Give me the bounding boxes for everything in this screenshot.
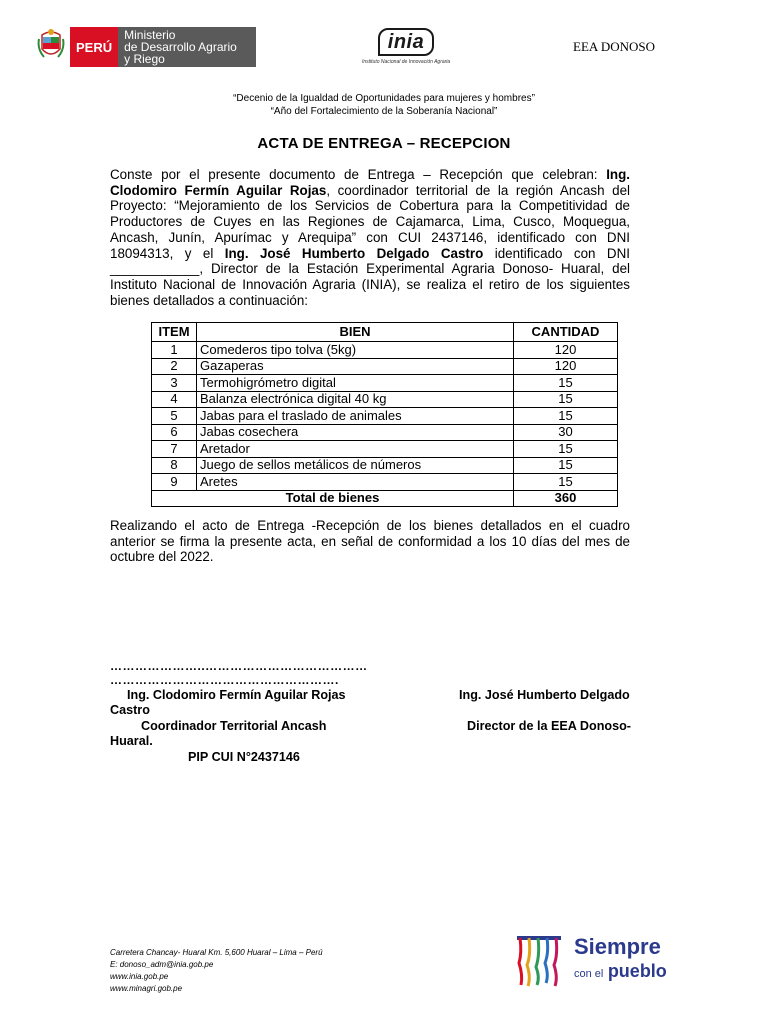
director-role-continued: Huaral. [110, 734, 153, 748]
document-title: ACTA DE ENTREGA – RECEPCION [257, 135, 511, 152]
footer-link-inia[interactable]: www.inia.gob.pe [110, 972, 169, 981]
director-name-continued: Castro [110, 703, 150, 717]
closing-paragraph: Realizando el acto de Entrega -Recepción de los bienes detallados en el cuadro anterior se firma la presente acta, en señal de conformidad a los 10 días del mes de octubre del 2022. [110, 518, 630, 565]
slogan-line2: con el pueblo [574, 961, 667, 981]
signature-line: ………………………………………………. [110, 673, 339, 687]
coat-of-arms-icon [36, 27, 66, 67]
total-label: Total de bienes [152, 490, 514, 507]
table-row: 5 Jabas para el traslado de animales 15 [152, 408, 618, 425]
footer-email: E: donoso_adm@inia.gob.pe [110, 960, 214, 969]
table-row: 6 Jabas cosechera 30 [152, 424, 618, 441]
intro-paragraph: Conste por el presente documento de Entrega – Recepción que celebran: Ing. Clodomiro Fermín Aguilar Rojas, coordinador territorial de la región Ancash del Proyecto: “Mejoramiento de los Servicios de Cobertura para la Competitividad de Productores de Cuyes en las Regiones de Cajamarca, Lima, Cusco, Moquegua, Ancash, Junín, Apurímac y Arequipa” con CUI 2437146, identificado con DNI 18094313, y el Ing. José Humberto Delgado Castro identificado con DNI ____________, Director de la Estación Experimental Agraria Donoso- Huaral, del Instituto Nacional de Innovación Agraria (INIA), se realiza el retiro de los siguientes bienes detallados a continuación: [110, 167, 630, 308]
signature-line: …………………..………………………………… [110, 659, 368, 673]
eea-label: EEA DONOSO [573, 39, 655, 54]
total-value: 360 [514, 490, 618, 507]
siempre-con-el-pueblo-logo [516, 933, 686, 989]
col-header-item: ITEM [152, 323, 197, 342]
ribbons-icon [516, 933, 572, 989]
peru-label: PERÚ [70, 27, 118, 67]
footer-address: Carretera Chancay- Huaral Km. 5,600 Huaral – Lima – Perú [110, 948, 323, 957]
name-coordinator: Ing. Clodomiro Fermín Aguilar Rojas [110, 167, 630, 198]
director-role: Director de la EEA Donoso- [467, 719, 631, 733]
inia-logo-mark: inia [378, 28, 434, 56]
table-row: 1 Comederos tipo tolva (5kg) 120 [152, 342, 618, 359]
year-line: “Año del Fortalecimiento de la Soberanía Nacional” [270, 106, 498, 117]
decenio-line: “Decenio de la Igualdad de Oportunidades para mujeres y hombres” [233, 93, 535, 104]
col-header-cantidad: CANTIDAD [514, 323, 618, 342]
table-row: 4 Balanza electrónica digital 40 kg 15 [152, 391, 618, 408]
slogan-siempre: Siempre [574, 934, 661, 959]
goods-table [151, 322, 618, 507]
inia-subtitle: Instituto Nacional de Innovación Agraria [362, 59, 451, 65]
project-code: PIP CUI N°2437146 [188, 750, 300, 764]
director-name: Ing. José Humberto Delgado [459, 688, 630, 702]
table-row: 8 Juego de sellos metálicos de números 15 [152, 457, 618, 474]
coordinator-name: Ing. Clodomiro Fermín Aguilar Rojas [127, 688, 346, 702]
footer-contact [110, 947, 323, 995]
col-header-bien: BIEN [197, 323, 514, 342]
table-header-row [152, 323, 618, 342]
table-row: 3 Termohigrómetro digital 15 [152, 375, 618, 392]
coordinator-role: Coordinador Territorial Ancash [141, 719, 327, 733]
table-row: 9 Aretes 15 [152, 474, 618, 491]
inia-logo [362, 28, 450, 65]
government-logo [36, 27, 256, 67]
name-director: Ing. José Humberto Delgado Castro [224, 245, 484, 261]
footer-link-minagri[interactable]: www.minagri.gob.pe [110, 984, 183, 993]
ministry-name: Ministerio de Desarrollo Agrario y Riego [118, 27, 256, 67]
table-row: 7 Aretador 15 [152, 441, 618, 458]
table-row: 2 Gazaperas 120 [152, 358, 618, 375]
table-total-row [152, 490, 618, 507]
